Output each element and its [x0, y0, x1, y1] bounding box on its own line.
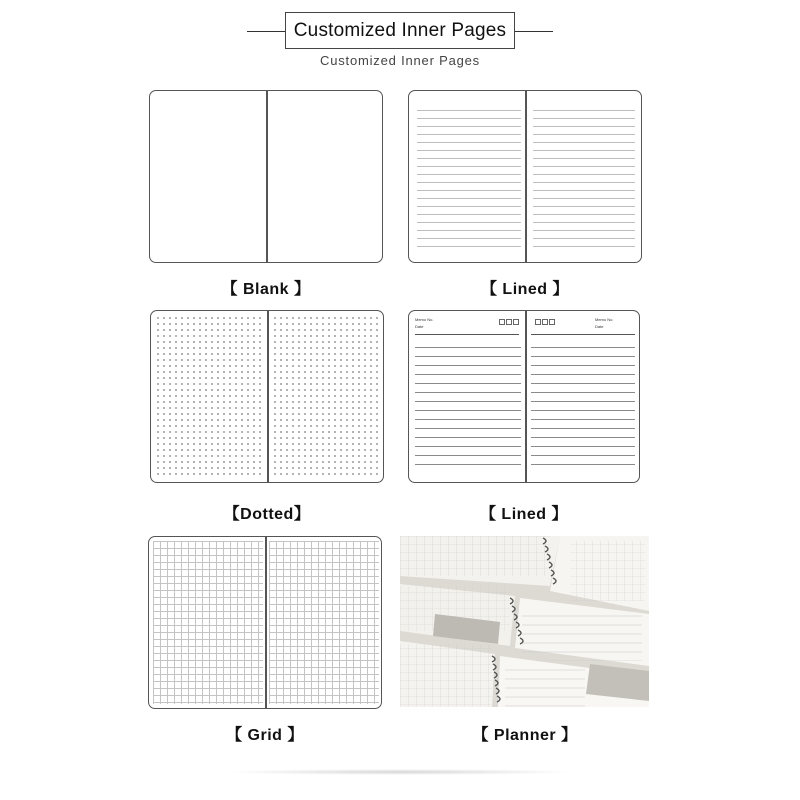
page-subtitle: Customized Inner Pages — [320, 53, 480, 68]
notebook-spine — [525, 91, 527, 262]
grid-page-right — [269, 541, 379, 704]
grid-page-left — [153, 541, 263, 704]
date-label: Date — [415, 324, 424, 329]
caption-blank: 【 Blank 】 — [221, 281, 311, 298]
caption-lined-memo: 【 Lined 】 — [479, 506, 569, 523]
notebook-spine — [525, 311, 527, 482]
memo-header-right — [531, 316, 635, 335]
page-title: Customized Inner Pages — [285, 12, 515, 49]
dotted-page-right — [272, 315, 380, 478]
notebook-blank — [149, 90, 383, 263]
memo-checkbox — [542, 319, 548, 325]
notebook-lined-memo — [408, 310, 640, 483]
planner-photo — [400, 536, 649, 707]
memo-header-left — [415, 316, 519, 335]
date-label: Date — [595, 324, 604, 329]
lined-page-left — [415, 339, 521, 472]
notebook-lined — [408, 90, 642, 263]
lined-page-right — [533, 103, 635, 252]
caption-lined: 【 Lined 】 — [480, 281, 570, 298]
planner-photo-illustration — [400, 536, 649, 707]
memo-checkbox — [506, 319, 512, 325]
dotted-page-left — [155, 315, 263, 478]
caption-grid: 【 Grid 】 — [226, 727, 304, 744]
title-rule-left — [247, 31, 285, 32]
lined-page-right — [531, 339, 635, 472]
bottom-shadow — [225, 769, 575, 775]
notebook-spine — [267, 311, 269, 482]
memo-checkbox — [499, 319, 505, 325]
notebook-grid — [148, 536, 382, 709]
caption-planner: 【 Planner 】 — [472, 727, 578, 744]
memo-checkbox — [535, 319, 541, 325]
notebook-spine — [266, 91, 268, 262]
memo-label: Memo No. — [415, 317, 434, 322]
notebook-spine — [265, 537, 267, 708]
notebook-dotted — [150, 310, 384, 483]
lined-page-left — [417, 103, 521, 252]
title-rule-right — [515, 31, 553, 32]
caption-dotted: 【Dotted】 — [223, 506, 311, 523]
memo-checkbox — [549, 319, 555, 325]
memo-checkbox — [513, 319, 519, 325]
memo-label: Memo No. — [595, 317, 614, 322]
